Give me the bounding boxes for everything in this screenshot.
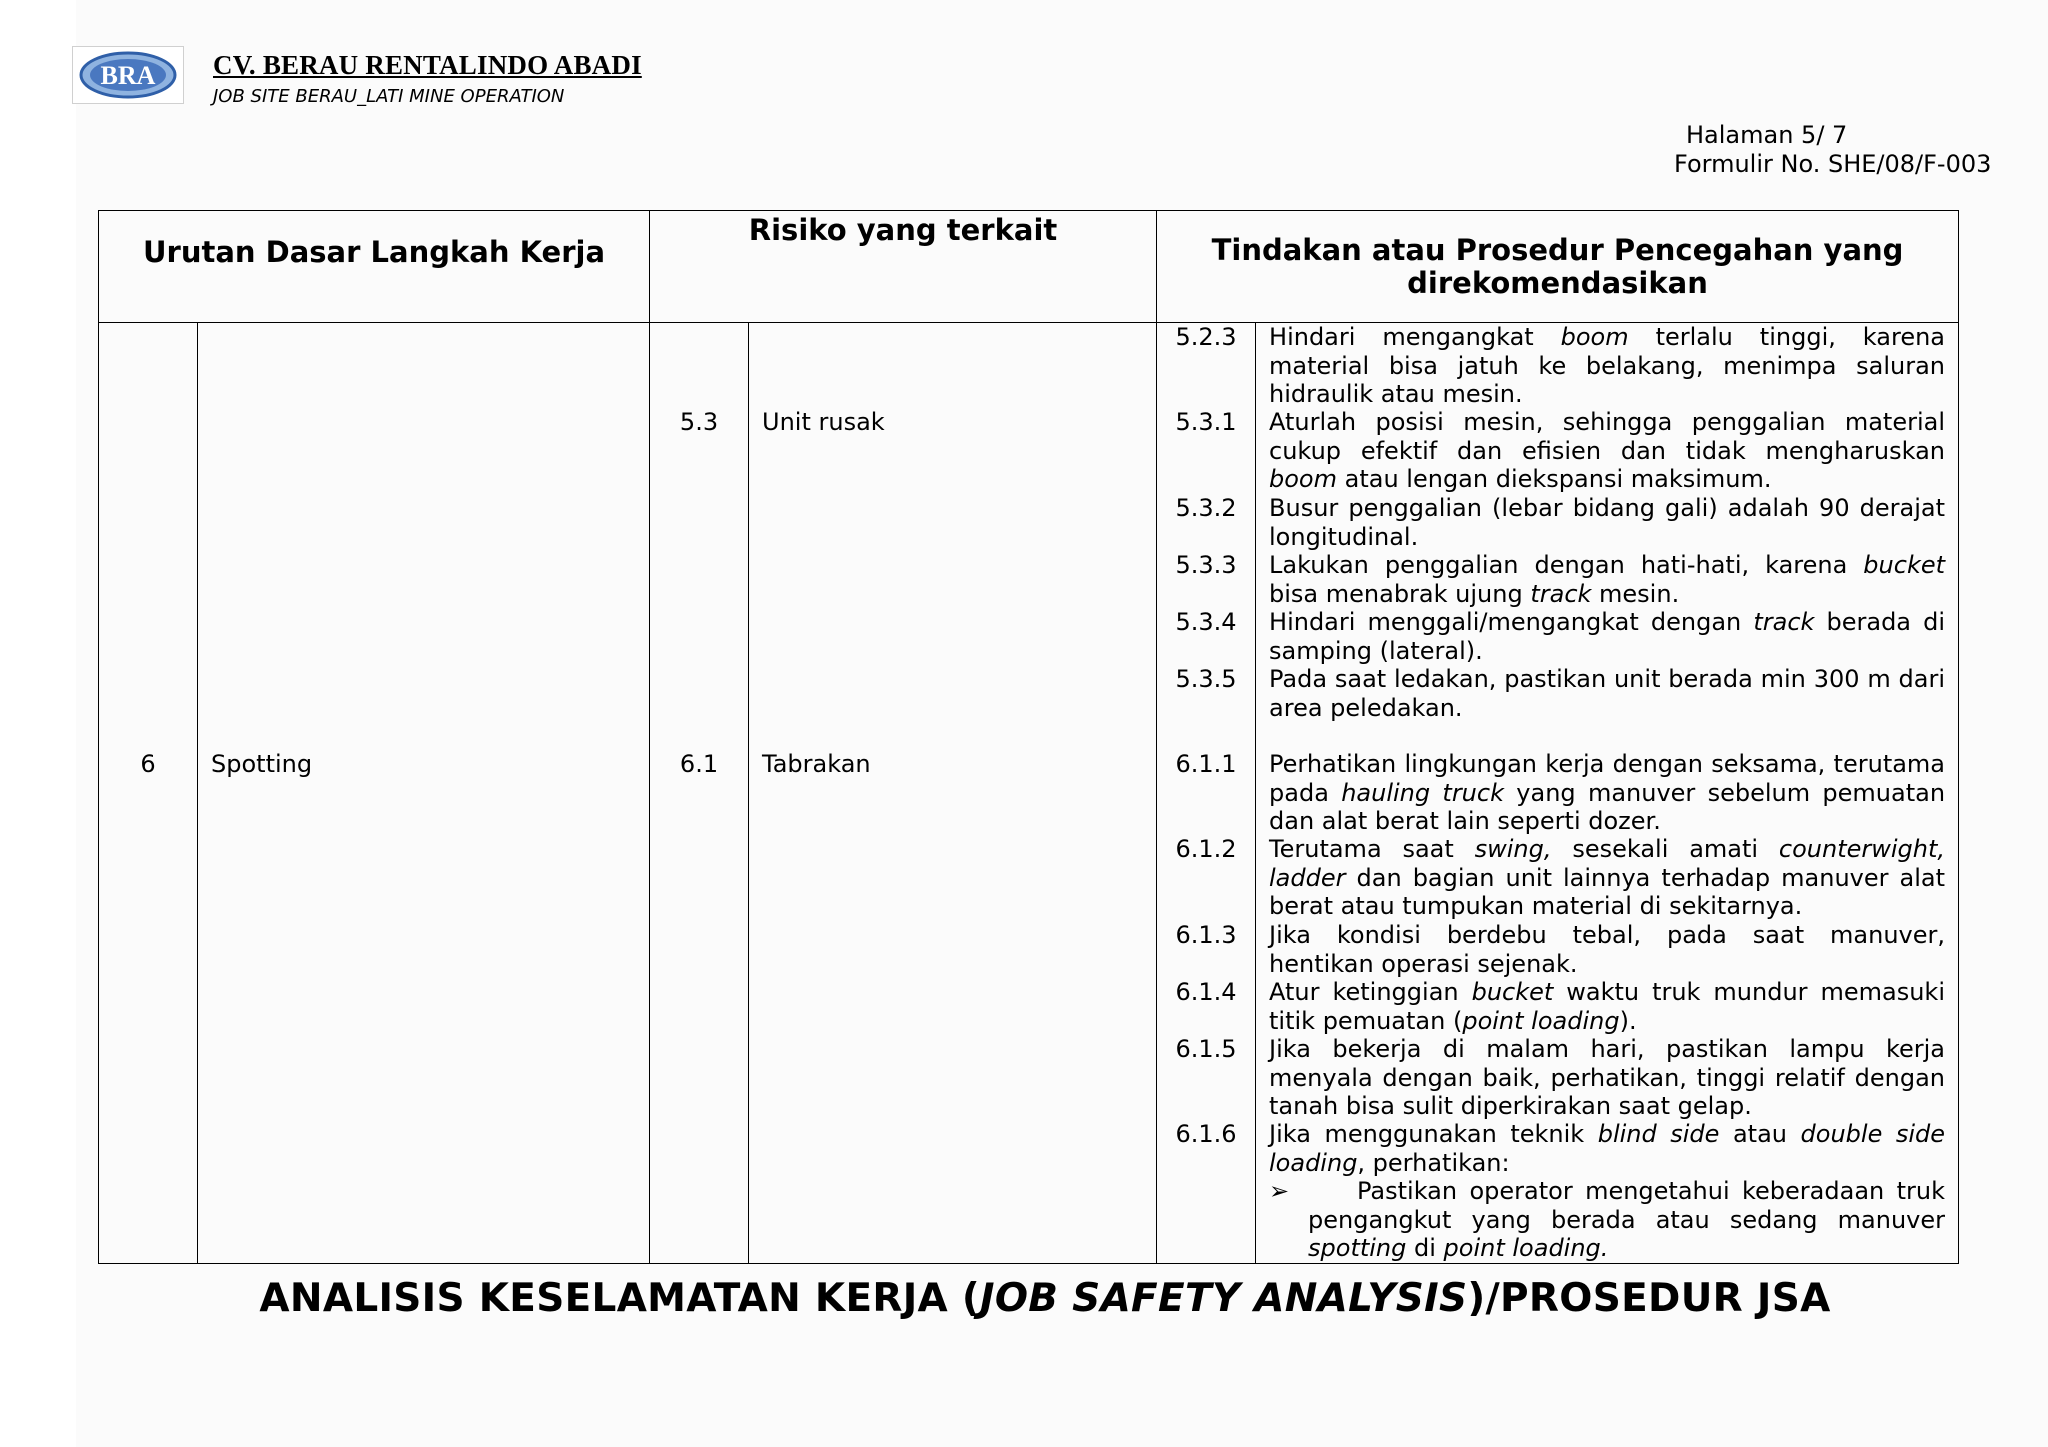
col-header-actions: Tindakan atau Prosedur Pencegahan yang direkomendasikan [1157,211,1959,323]
col-header-risks: Risiko yang terkait [650,211,1157,323]
action-text-cell [1256,323,1959,1264]
action-text: Jika menggunakan teknik blind side atau double side loading, perhatikan: [1269,1120,1946,1177]
company-name: CV. BERAU RENTALINDO ABADI [213,50,642,80]
risk-text-cell [749,323,1157,1264]
sub-bullet-item [1269,1177,1945,1263]
action-number: 6.1.4 [1175,978,1237,1006]
sub-bullet-text: Pastikan operator mengetahui keberadaan truk pengangkut yang berada atau sedang manuver spotting di point loading. [1308,1177,1946,1262]
action-text: Busur penggalian (lebar bidang gali) adalah 90 derajat longitudinal. [1269,494,1946,551]
risk-text: Unit rusak [762,408,885,436]
action-number: 5.3.1 [1175,408,1237,436]
action-text: Lakukan penggalian dengan hati-hati, karena bucket bisa menabrak ujung track mesin. [1269,551,1946,608]
table-row [99,323,1959,1264]
action-text: Terutama saat swing, sesekali amati counterwight, ladder dan bagian unit lainnya terhadap manuver alat berat atau tumpukan material di sekitarnya. [1269,835,1946,920]
risk-number-cell [650,323,749,1264]
document-title: ANALISIS KESELAMATAN KERJA (JOB SAFETY ANALYSIS)/PROSEDUR JSA [259,1276,1831,1321]
company-logo [72,46,184,104]
action-text: Pada saat ledakan, pastikan unit berada min 300 m dari area peledakan. [1269,665,1946,722]
action-text: Jika bekerja di malam hari, pastikan lampu kerja menyala dengan baik, perhatikan, tinggi relatif dengan tanah bisa sulit diperkirakan saat gelap. [1269,1035,1946,1120]
step-text-cell [198,323,650,1264]
risk-number: 5.3 [679,408,719,436]
job-site-label: JOB SITE BERAU_LATI MINE OPERATION [213,86,565,107]
arrow-bullet-icon: ➢ [1269,1177,1290,1205]
action-text: Hindari menggali/mengangkat dengan track berada di samping (lateral). [1269,608,1945,665]
action-number: 6.1.6 [1175,1120,1237,1148]
risk-text: Tabrakan [762,750,871,778]
action-number: 5.3.4 [1175,608,1237,636]
step-number-cell [99,323,198,1264]
risk-number: 6.1 [679,750,719,778]
step-text: Spotting [211,750,313,778]
page-number: Halaman 5/ 7 [1686,121,1848,149]
table-header-row [99,211,1959,323]
action-text: Jika kondisi berdebu tebal, pada saat manuver, hentikan operasi sejenak. [1269,921,1946,978]
action-number: 5.3.3 [1175,551,1237,579]
action-number: 5.2.3 [1175,323,1237,351]
action-number: 5.3.2 [1175,494,1237,522]
action-number: 6.1.2 [1175,835,1237,863]
action-number: 6.1.3 [1175,921,1237,949]
logo-emblem-icon [78,50,178,100]
action-number: 6.1.1 [1175,750,1237,778]
action-text: Perhatikan lingkungan kerja dengan seksama, terutama pada hauling truck yang manuver sebelum pemuatan dan alat berat lain seperti dozer. [1269,750,1946,835]
action-number-cell [1157,323,1256,1264]
form-number: Formulir No. SHE/08/F-003 [1674,150,1992,178]
action-text: Hindari mengangkat boom terlalu tinggi, karena material bisa jatuh ke belakang, menimpa saluran hidraulik atau mesin. [1269,323,1946,408]
col-header-steps: Urutan Dasar Langkah Kerja [99,211,650,323]
svg-text:BRA: BRA [100,61,156,90]
action-text: Aturlah posisi mesin, sehingga penggalian material cukup efektif dan efisien dan tidak mengharuskan boom atau lengan diekspansi maksimum. [1269,408,1946,493]
action-text: Atur ketinggian bucket waktu truk mundur memasuki titik pemuatan (point loading). [1269,978,1946,1035]
action-number: 6.1.5 [1175,1035,1237,1063]
jsa-table [98,210,1959,1264]
step-number: 6 [140,750,156,778]
action-number: 5.3.5 [1175,665,1237,693]
